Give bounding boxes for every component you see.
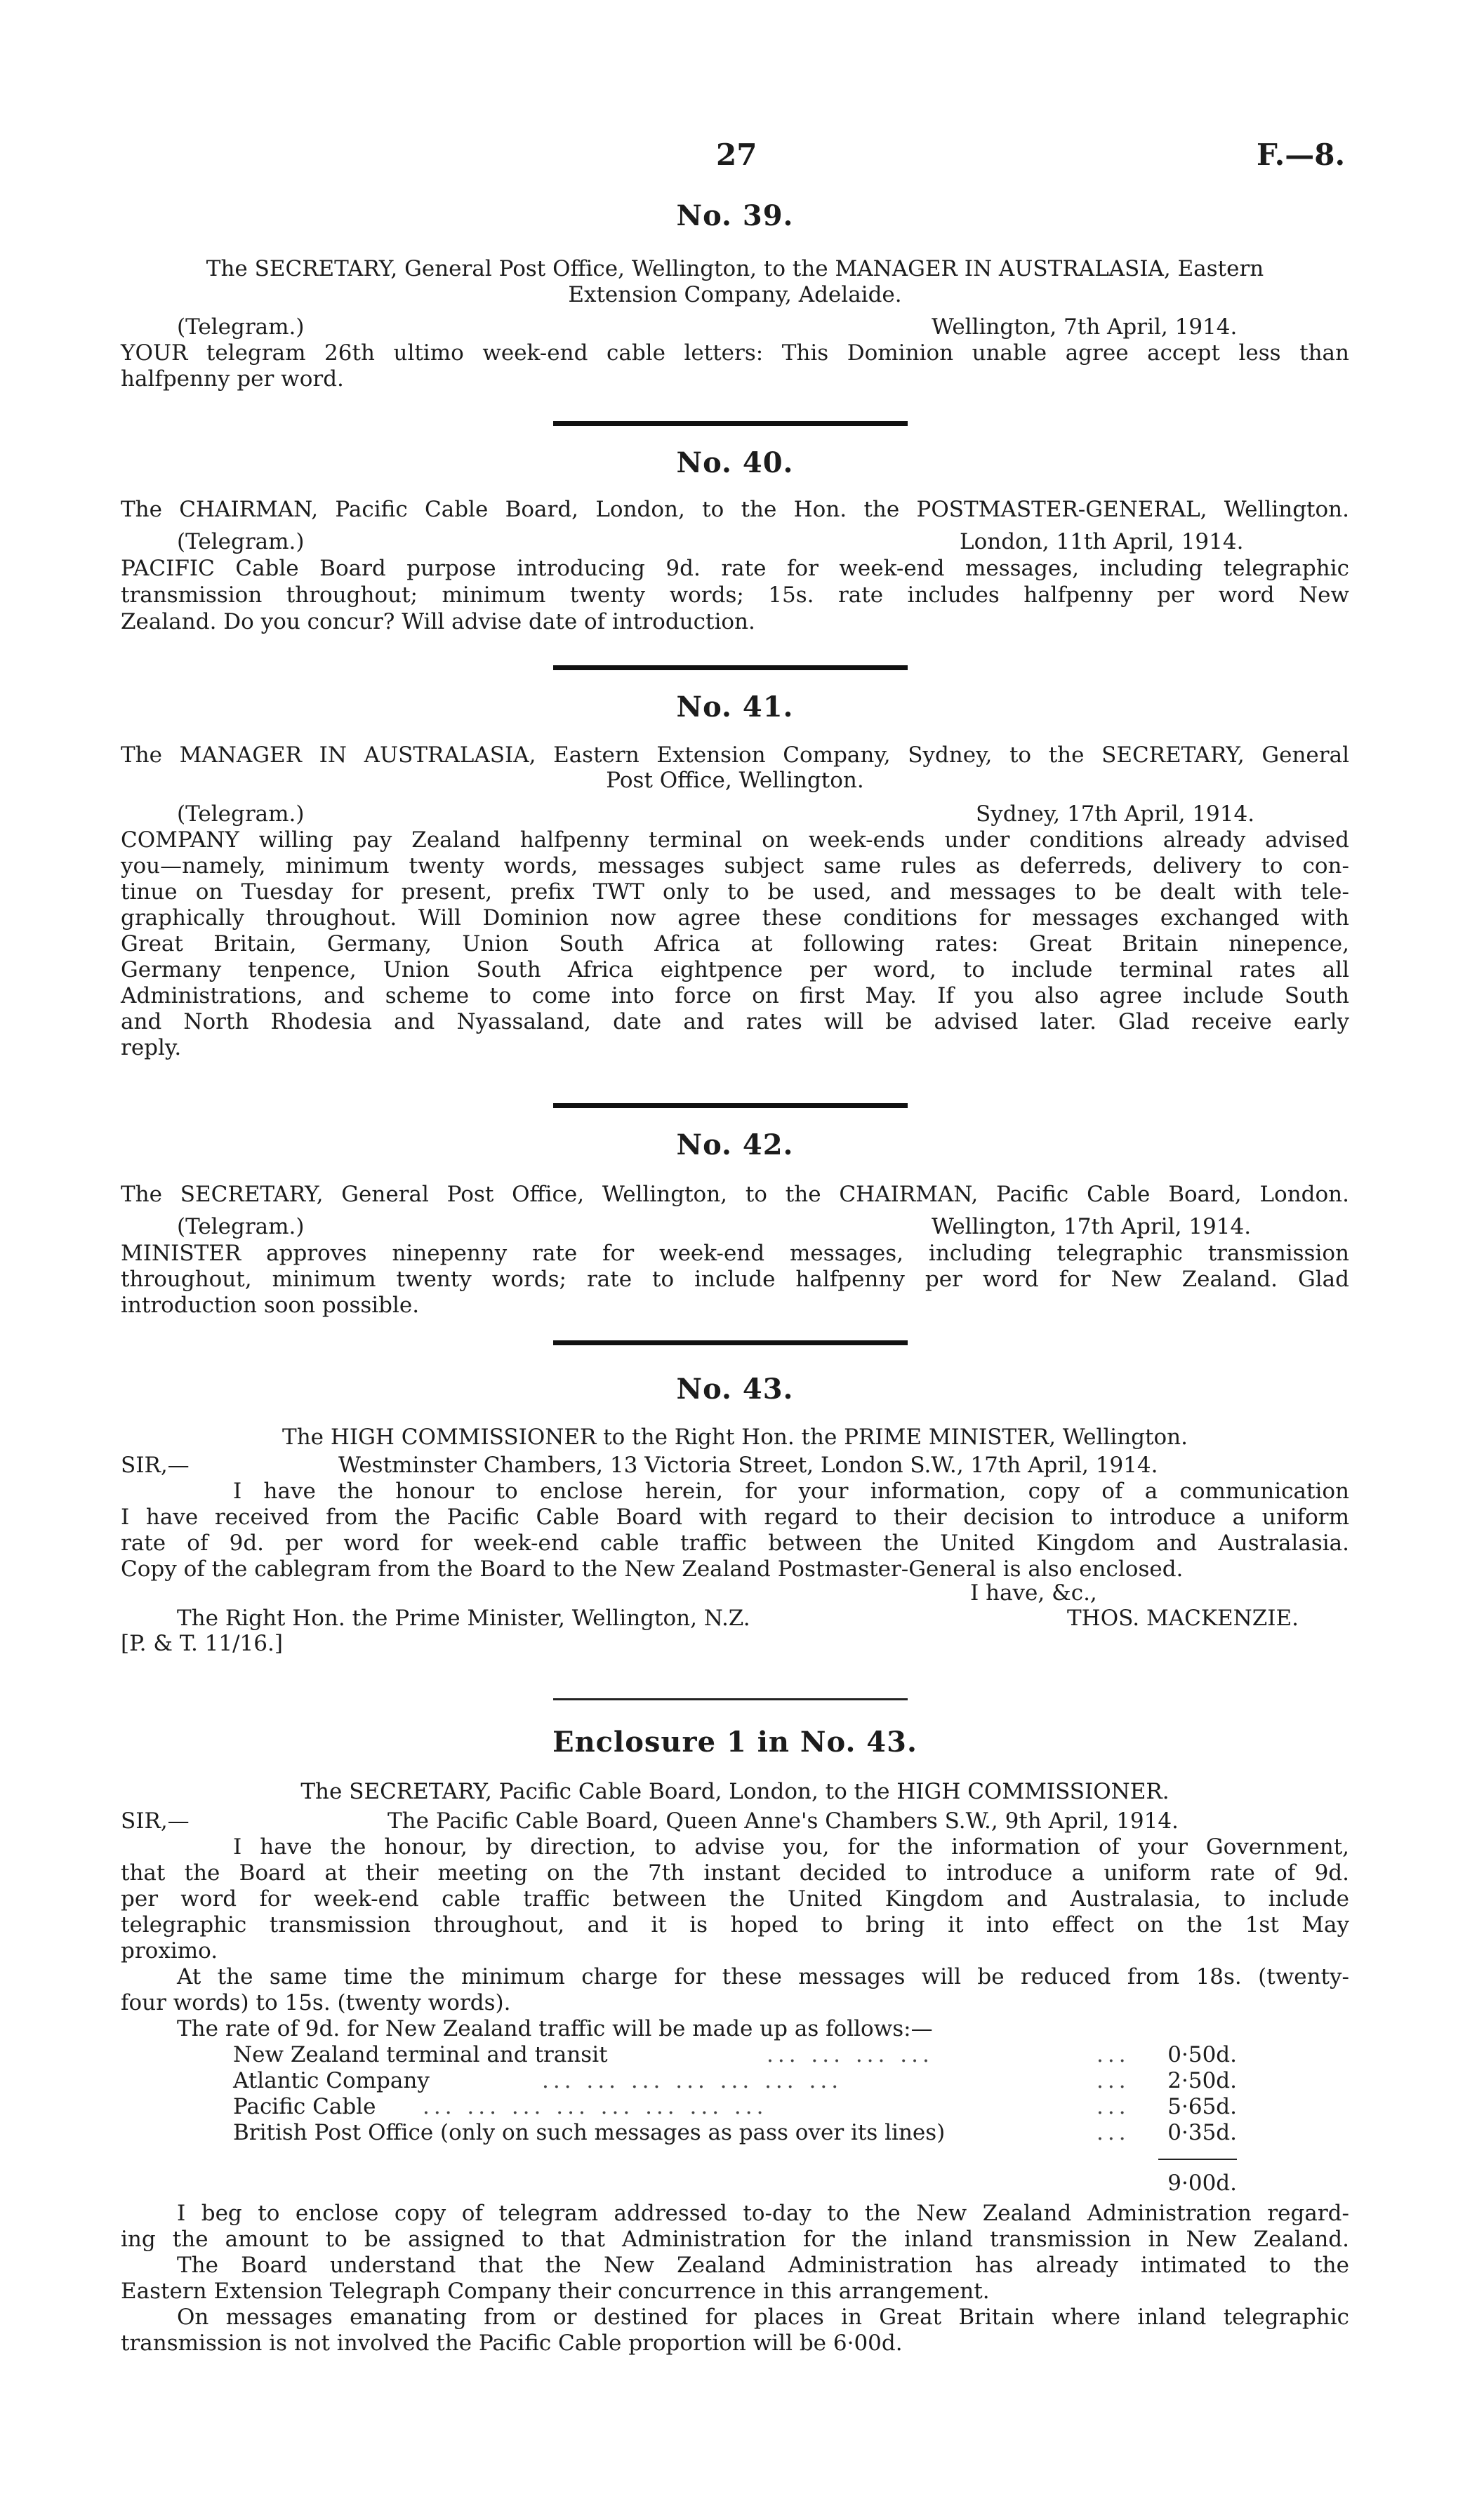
telegram-label: (Telegram.) [177,529,305,554]
body-line: transmission is not involved the Pacific Cable proportion will be 6·00d. [121,2331,903,2356]
rate-value: 0·50d. [1167,2042,1237,2067]
leader-dots: ... [1097,2068,1130,2093]
rate-label: New Zealand terminal and transit [233,2042,608,2067]
body-line: On messages emanating from or destined for places in Great Britain where inland telegraphic [177,2305,1349,2330]
body-line: Zealand. Do you concur? Will advise date of introduction. [121,609,755,634]
address-line: Extension Company, Adelaide. [568,282,902,307]
body-line: COMPANY willing pay Zealand halfpenny terminal on week-ends under conditions already advised [121,827,1349,853]
signature: THOS. MACKENZIE. [1067,1606,1299,1631]
place-date: Wellington, 17th April, 1914. [932,1214,1252,1239]
body-line: graphically throughout. Will Dominion now agree these conditions for messages exchanged with [121,905,1349,931]
section-title: Enclosure 1 in No. 43. [552,1726,917,1759]
address-line: The SECRETARY, Pacific Cable Board, London, to the HIGH COMMISSIONER. [300,1779,1170,1804]
body-line: introduction soon possible. [121,1293,420,1318]
body-line: Eastern Extension Telegraph Company their concurrence in this arrangement. [121,2279,990,2304]
body-line: reply. [121,1035,182,1060]
total-rule [1158,2159,1237,2160]
rate-value: 2·50d. [1167,2068,1237,2093]
section-divider [553,1698,908,1700]
salutation: SIR,— [121,1808,190,1834]
body-line: tinue on Tuesday for present, prefix TWT only to be used, and messages to be dealt with tele- [121,879,1349,905]
body-line: At the same time the minimum charge for these messages will be reduced from 18s. (twenty- [177,1964,1349,1989]
leader-dots: ... [1097,2120,1130,2145]
place-date: Wellington, 7th April, 1914. [932,314,1238,340]
place-date: Westminster Chambers, 13 Victoria Street, London S.W., 17th April, 1914. [338,1453,1158,1478]
leader-dots: ... ... ... ... ... ... ... ... [423,2094,768,2119]
leader-dots: ... [1097,2042,1130,2067]
section-divider [553,665,908,670]
telegram-label: (Telegram.) [177,1214,305,1239]
page-number: 27 [716,138,757,172]
recipient: The Right Hon. the Prime Minister, Wellington, N.Z. [177,1606,750,1631]
leader-dots: ... ... ... ... ... ... ... [542,2068,843,2093]
address-line: The HIGH COMMISSIONER to the Right Hon. the PRIME MINISTER, Wellington. [282,1425,1188,1450]
series-reference: F.—8. [1257,138,1346,172]
body-line: telegraphic transmission throughout, and it is hoped to bring it into effect on the 1st May [121,1912,1349,1938]
body-line: I have the honour, by direction, to advise you, for the information of your Government, [233,1834,1349,1860]
place-date: The Pacific Cable Board, Queen Anne's Chambers S.W., 9th April, 1914. [387,1808,1179,1834]
body-line: The Board understand that the New Zealand Administration has already intimated to the [177,2253,1349,2278]
rate-value: 0·35d. [1167,2120,1237,2145]
telegram-label: (Telegram.) [177,314,305,340]
address-line: The SECRETARY, General Post Office, Wellington, to the MANAGER IN AUSTRALASIA, Eastern [206,256,1264,281]
place-date: London, 11th April, 1914. [960,529,1244,554]
address-line: The MANAGER IN AUSTRALASIA, Eastern Extension Company, Sydney, to the SECRETARY, General [121,742,1349,768]
body-line: per word for week-end cable traffic between the United Kingdom and Australasia, to include [121,1886,1349,1912]
section-title: No. 39. [676,199,794,232]
body-line: proximo. [121,1938,218,1964]
body-line: The rate of 9d. for New Zealand traffic will be made up as follows:— [177,2016,933,2041]
address-line: Post Office, Wellington. [606,768,864,793]
rate-label: British Post Office (only on such messages as pass over its lines) [233,2120,946,2145]
body-line: Great Britain, Germany, Union South Africa at following rates: Great Britain ninepence, [121,931,1349,956]
body-line: I have the honour to enclose herein, for your information, copy of a communication [233,1479,1349,1504]
body-line: four words) to 15s. (twenty words). [121,1990,511,2015]
body-line: PACIFIC Cable Board purpose introducing 9d. rate for week-end messages, including telegraphic [121,556,1349,581]
address-line: The SECRETARY, General Post Office, Wellington, to the CHAIRMAN, Pacific Cable Board, London. [121,1182,1349,1207]
body-line: ing the amount to be assigned to that Administration for the inland transmission in New Zealand. [121,2227,1349,2252]
body-line: rate of 9d. per word for week-end cable traffic between the United Kingdom and Australasia. [121,1531,1349,1556]
section-divider [553,421,908,426]
section-title: No. 40. [676,446,794,479]
body-line: transmission throughout; minimum twenty words; 15s. rate includes halfpenny per word New [121,582,1349,608]
section-title: No. 43. [676,1373,794,1406]
body-line: I beg to enclose copy of telegram addressed to-day to the New Zealand Administration regard- [177,2201,1349,2226]
salutation: SIR,— [121,1453,190,1478]
body-line: that the Board at their meeting on the 7th instant decided to introduce a uniform rate of 9d. [121,1860,1349,1886]
leader-dots: ... [1097,2094,1130,2119]
rate-value: 5·65d. [1167,2094,1237,2119]
rate-label: Pacific Cable [233,2094,376,2119]
body-line: Administrations, and scheme to come into force on first May. If you also agree include South [121,983,1349,1008]
leader-dots: ... ... ... ... [767,2042,934,2067]
body-line: and North Rhodesia and Nyassaland, date and rates will be advised later. Glad receive early [121,1009,1349,1034]
rate-total: 9·00d. [1167,2171,1237,2196]
closing: I have, &c., [970,1580,1097,1606]
body-line: Copy of the cablegram from the Board to the New Zealand Postmaster-General is also enclosed. [121,1556,1184,1582]
section-divider [553,1103,908,1108]
rate-label: Atlantic Company [233,2068,430,2093]
file-reference: [P. & T. 11/16.] [121,1631,283,1656]
section-title: No. 42. [676,1128,794,1161]
telegram-label: (Telegram.) [177,801,305,827]
section-title: No. 41. [676,691,794,724]
address-line: The CHAIRMAN, Pacific Cable Board, London, to the Hon. the POSTMASTER-GENERAL, Wellington. [121,497,1349,522]
body-line: YOUR telegram 26th ultimo week-end cable letters: This Dominion unable agree accept less than [121,340,1349,366]
place-date: Sydney, 17th April, 1914. [976,801,1255,827]
body-line: you—namely, minimum twenty words, messages subject same rules as deferreds, delivery to con- [121,853,1349,879]
body-line: MINISTER approves ninepenny rate for week-end messages, including telegraphic transmission [121,1241,1349,1266]
section-divider [553,1340,908,1345]
body-line: Germany tenpence, Union South Africa eightpence per word, to include terminal rates all [121,957,1349,982]
body-line: throughout, minimum twenty words; rate to include halfpenny per word for New Zealand. Glad [121,1267,1349,1292]
body-line: I have received from the Pacific Cable Board with regard to their decision to introduce a uniform [121,1505,1349,1530]
body-line: halfpenny per word. [121,366,344,392]
